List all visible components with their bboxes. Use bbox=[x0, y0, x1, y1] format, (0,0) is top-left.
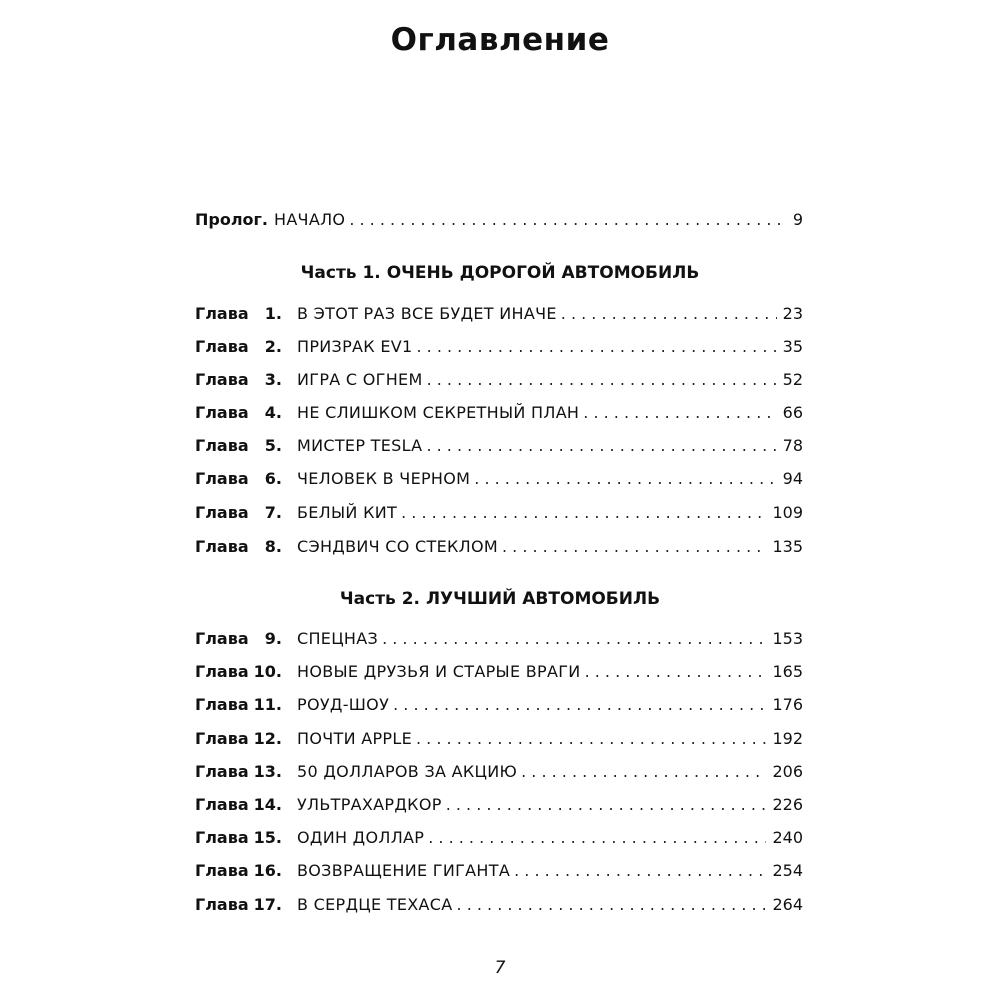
part-heading-1 bbox=[0, 263, 1000, 283]
entry-title: ПОЧТИ APPLE bbox=[297, 729, 412, 748]
chapter-number: 1. bbox=[264, 304, 282, 323]
entry-title: ЧЕЛОВЕК В ЧЕРНОМ bbox=[297, 469, 471, 488]
dot-leader bbox=[426, 436, 776, 455]
toc-entry-chapter-12[interactable] bbox=[195, 729, 803, 753]
toc-entry-chapter-1[interactable] bbox=[195, 304, 803, 328]
entry-title: 50 ДОЛЛАРОВ ЗА АКЦИЮ bbox=[297, 762, 518, 781]
toc-entry-chapter-14[interactable] bbox=[195, 795, 803, 819]
chapter-number: 2. bbox=[264, 337, 282, 356]
chapter-label: Глава bbox=[195, 503, 249, 522]
entry-title: В СЕРДЦЕ ТЕХАСА bbox=[297, 895, 453, 914]
toc-entry-chapter-7[interactable] bbox=[195, 503, 803, 527]
dot-leader bbox=[474, 469, 776, 488]
dot-leader bbox=[416, 729, 766, 748]
dot-leader bbox=[583, 403, 776, 422]
dot-leader bbox=[457, 895, 767, 914]
entry-page-number: 35 bbox=[782, 337, 803, 356]
chapter-number: 16. bbox=[253, 861, 282, 880]
entry-title: ВОЗВРАЩЕНИЕ ГИГАНТА bbox=[297, 861, 511, 880]
entry-page-number: 109 bbox=[772, 503, 803, 522]
part-title: ЛУЧШИЙ АВТОМОБИЛЬ bbox=[425, 589, 661, 609]
toc-entry-chapter-16[interactable] bbox=[195, 861, 803, 885]
entry-title: НАЧАЛО bbox=[273, 210, 346, 229]
entry-page-number: 192 bbox=[772, 729, 803, 748]
entry-title: СЭНДВИЧ СО СТЕКЛОМ bbox=[297, 537, 498, 556]
dot-leader bbox=[349, 210, 787, 229]
chapter-label: Глава bbox=[195, 895, 249, 914]
entry-title: НОВЫЕ ДРУЗЬЯ И СТАРЫЕ ВРАГИ bbox=[297, 662, 581, 681]
chapter-label: Глава bbox=[195, 828, 249, 847]
chapter-label: Глава bbox=[195, 629, 249, 648]
entry-title: В ЭТОТ РАЗ ВСЕ БУДЕТ ИНАЧЕ bbox=[297, 304, 557, 323]
dot-leader bbox=[401, 503, 766, 522]
entry-page-number: 226 bbox=[772, 795, 803, 814]
entry-page-number: 94 bbox=[782, 469, 803, 488]
entry-title: ОДИН ДОЛЛАР bbox=[297, 828, 425, 847]
entry-title: ИГРА С ОГНЕМ bbox=[297, 370, 423, 389]
part-title: ОЧЕНЬ ДОРОГОЙ АВТОМОБИЛЬ bbox=[386, 263, 700, 283]
chapter-label: Глава bbox=[195, 436, 249, 455]
dot-leader bbox=[393, 695, 766, 714]
chapter-number: 14. bbox=[253, 795, 282, 814]
chapter-number: 9. bbox=[264, 629, 282, 648]
entry-page-number: 52 bbox=[782, 370, 803, 389]
chapter-label: Глава bbox=[195, 537, 249, 556]
toc-entry-chapter-3[interactable] bbox=[195, 370, 803, 394]
chapter-label: Глава bbox=[195, 861, 249, 880]
entry-title: УЛЬТРАХАРДКОР bbox=[297, 795, 442, 814]
chapter-number: 3. bbox=[264, 370, 282, 389]
chapter-number: 5. bbox=[264, 436, 282, 455]
toc-entry-chapter-13[interactable] bbox=[195, 762, 803, 786]
part-label: Часть 1. bbox=[300, 263, 381, 283]
entry-title: НЕ СЛИШКОМ СЕКРЕТНЫЙ ПЛАН bbox=[297, 403, 580, 422]
toc-entry-chapter-8[interactable] bbox=[195, 537, 803, 561]
entry-page-number: 264 bbox=[772, 895, 803, 914]
chapter-label: Глава bbox=[195, 762, 249, 781]
chapter-label: Глава bbox=[195, 469, 249, 488]
toc-entry-chapter-15[interactable] bbox=[195, 828, 803, 852]
entry-page-number: 254 bbox=[772, 861, 803, 880]
chapter-number: 17. bbox=[253, 895, 282, 914]
toc-entry-chapter-4[interactable] bbox=[195, 403, 803, 427]
chapter-number: 10. bbox=[253, 662, 282, 681]
toc-entry-chapter-11[interactable] bbox=[195, 695, 803, 719]
page-title: Оглавление bbox=[390, 22, 610, 58]
toc-entry-chapter-5[interactable] bbox=[195, 436, 803, 460]
part-heading-2 bbox=[0, 589, 1000, 609]
toc-entry-chapter-17[interactable] bbox=[195, 895, 803, 919]
part-label: Часть 2. bbox=[339, 589, 421, 609]
toc-entry-chapter-10[interactable] bbox=[195, 662, 803, 686]
dot-leader bbox=[382, 629, 766, 648]
dot-leader bbox=[561, 304, 777, 323]
entry-page-number: 23 bbox=[782, 304, 803, 323]
entry-page-number: 176 bbox=[772, 695, 803, 714]
chapter-label: Глава bbox=[195, 795, 249, 814]
entry-page-number: 66 bbox=[782, 403, 803, 422]
entry-title: МИСТЕР TESLA bbox=[297, 436, 423, 455]
chapter-number: 15. bbox=[253, 828, 282, 847]
chapter-number: 12. bbox=[253, 729, 282, 748]
entry-title: РОУД-ШОУ bbox=[297, 695, 390, 714]
entry-page-number: 78 bbox=[782, 436, 803, 455]
toc-entry-chapter-6[interactable] bbox=[195, 469, 803, 493]
chapter-number: 8. bbox=[264, 537, 282, 556]
chapter-label: Глава bbox=[195, 695, 249, 714]
chapter-number: 4. bbox=[264, 403, 282, 422]
chapter-label: Глава bbox=[195, 304, 249, 323]
toc-entry-chapter-9[interactable] bbox=[195, 629, 803, 653]
entry-page-number: 153 bbox=[772, 629, 803, 648]
entry-page-number: 165 bbox=[772, 662, 803, 681]
entry-title: БЕЛЫЙ КИТ bbox=[297, 503, 398, 522]
dot-leader bbox=[502, 537, 766, 556]
chapter-label: Глава bbox=[195, 729, 249, 748]
chapter-label: Глава bbox=[195, 403, 249, 422]
page-number: 7 bbox=[494, 958, 506, 978]
entry-page-number: 206 bbox=[772, 762, 803, 781]
entry-page-number: 135 bbox=[772, 537, 803, 556]
toc-entry-prolog[interactable] bbox=[195, 210, 803, 234]
entry-title: СПЕЦНАЗ bbox=[297, 629, 379, 648]
dot-leader bbox=[446, 795, 767, 814]
entry-page-number: 240 bbox=[772, 828, 803, 847]
dot-leader bbox=[428, 828, 766, 847]
dot-leader bbox=[514, 861, 766, 880]
entry-title: ПРИЗРАК EV1 bbox=[297, 337, 413, 356]
dot-leader bbox=[521, 762, 766, 781]
dot-leader bbox=[416, 337, 776, 356]
toc-entry-chapter-2[interactable] bbox=[195, 337, 803, 361]
chapter-number: 6. bbox=[264, 469, 282, 488]
chapter-number: 13. bbox=[253, 762, 282, 781]
chapter-label: Глава bbox=[195, 370, 249, 389]
dot-leader bbox=[585, 662, 767, 681]
dot-leader bbox=[427, 370, 777, 389]
chapter-label: Глава bbox=[195, 662, 249, 681]
entry-page-number: 9 bbox=[792, 210, 803, 229]
chapter-label: Глава bbox=[195, 337, 249, 356]
chapter-number: 7. bbox=[264, 503, 282, 522]
chapter-number: 11. bbox=[253, 695, 282, 714]
prolog-label: Пролог. bbox=[195, 210, 268, 229]
